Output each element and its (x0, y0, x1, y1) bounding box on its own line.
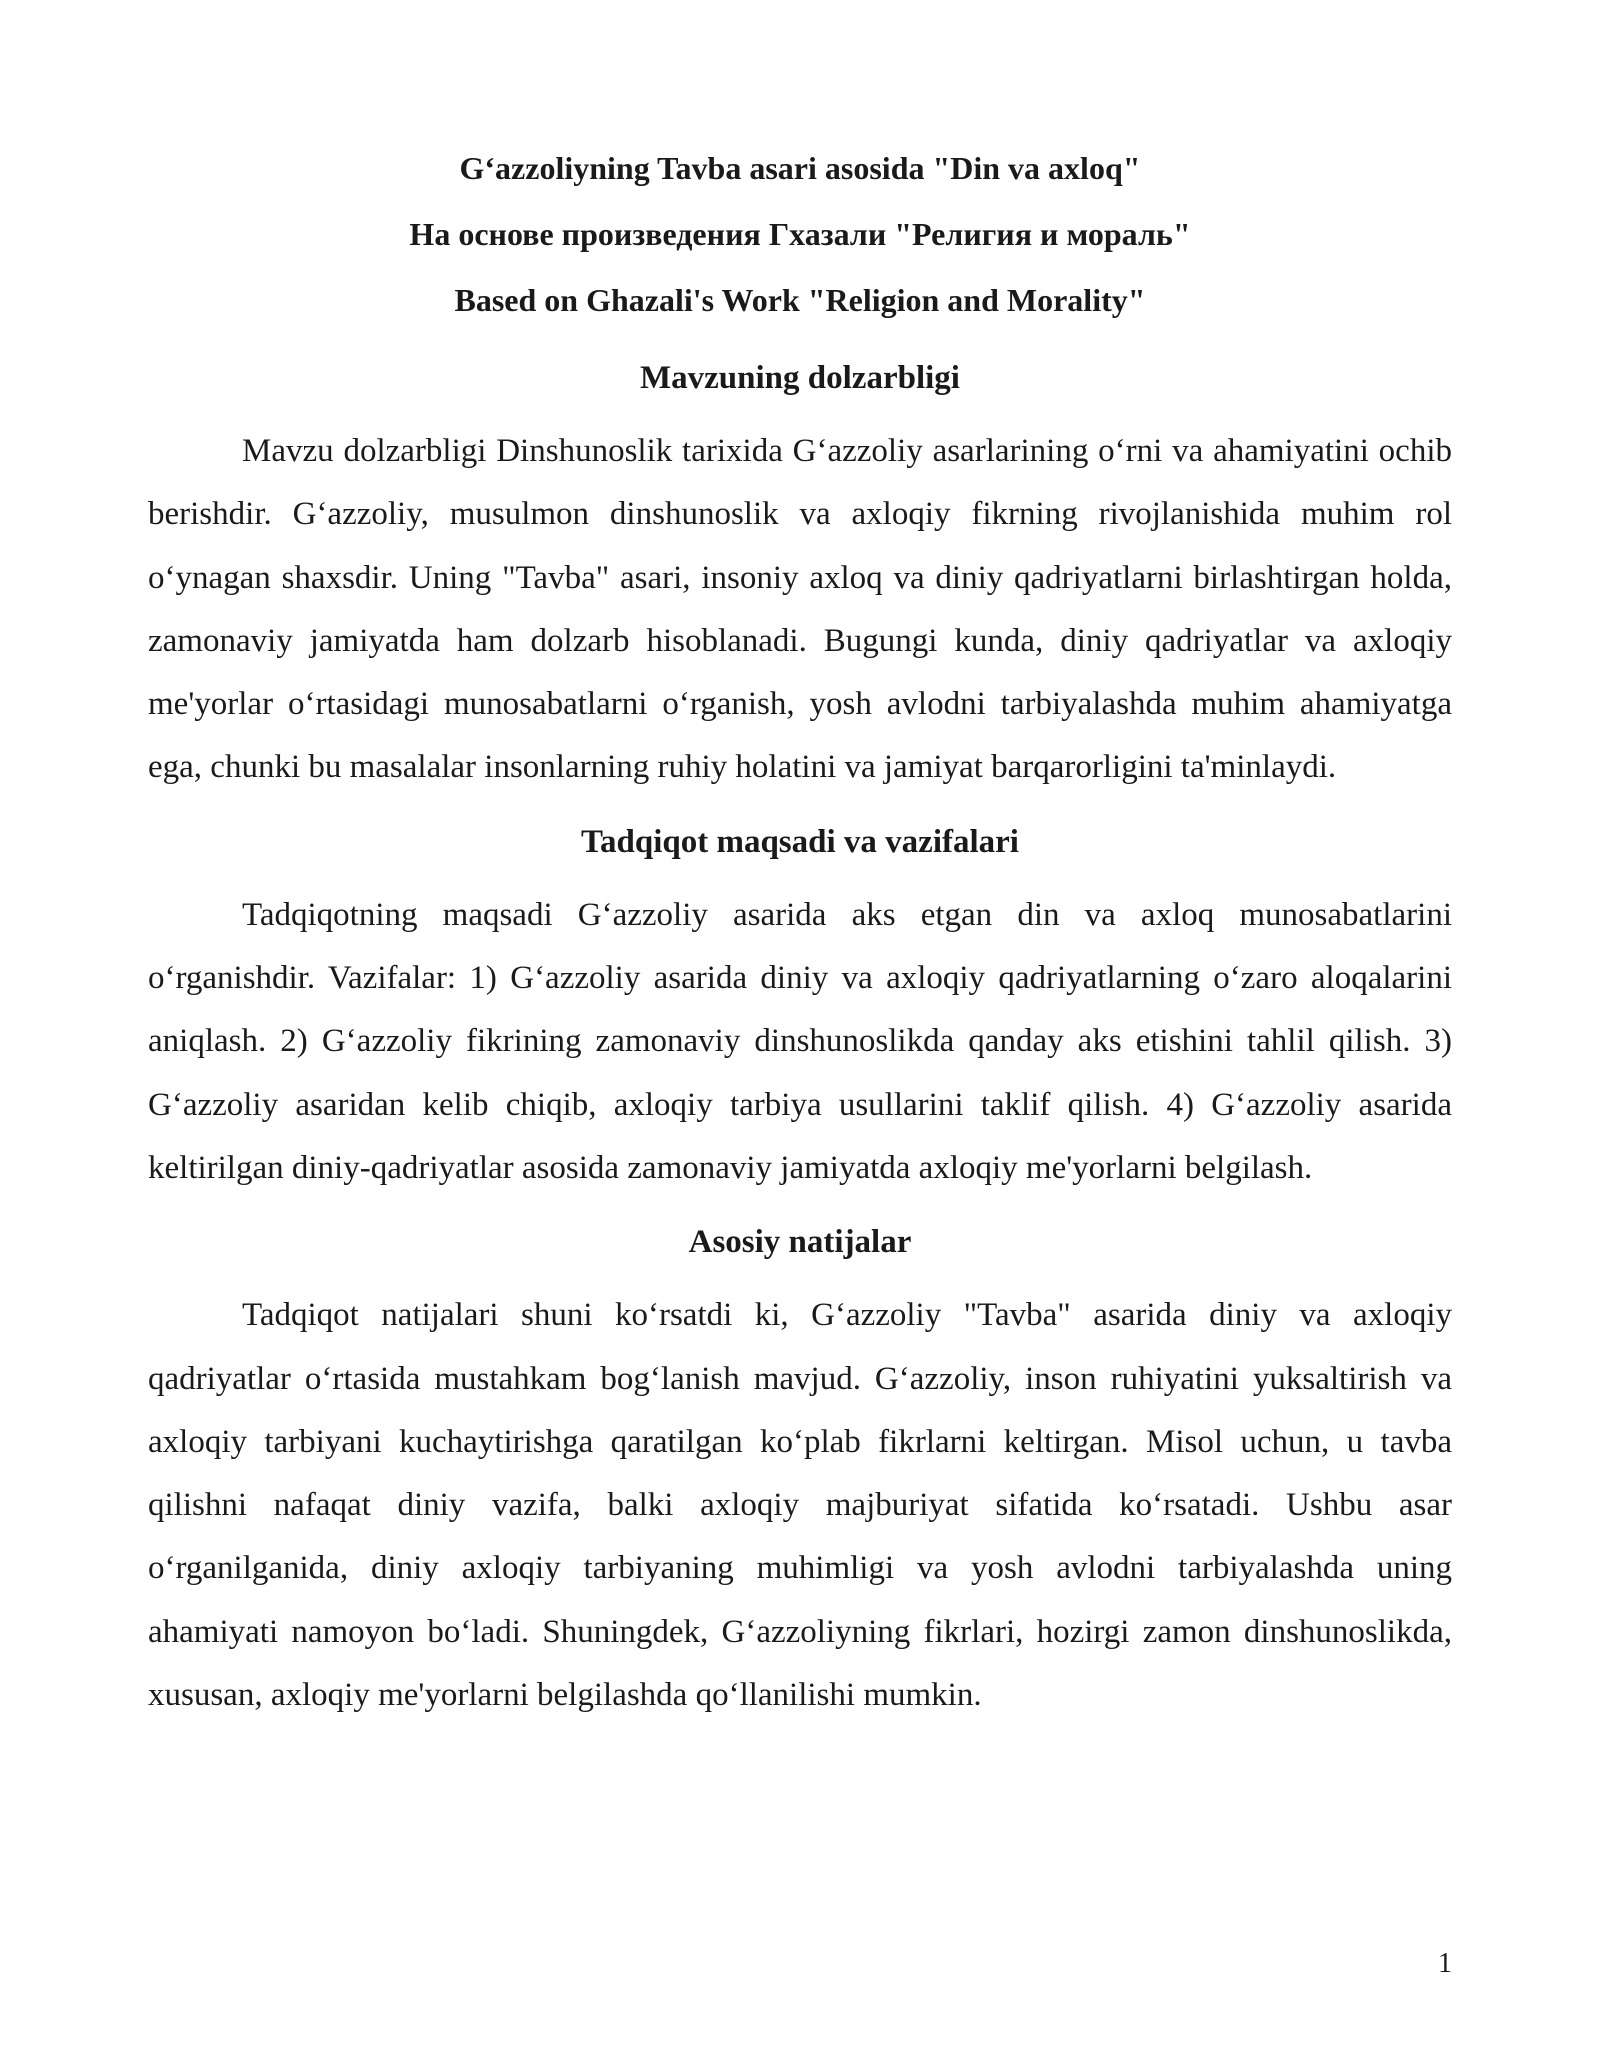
section-paragraph-results: Tadqiqot natijalari shuni ko‘rsatdi ki, G‘azzoliy "Tavba" asarida diniy va axloqiy qadriyatlar o‘rtasida mustahkam bog‘lanish mavjud. G‘azzoliy, inson ruhiyatini yuksaltirish va axloqiy tarbiyani kuchaytirishga qaratilgan ko‘plab fikrlarni keltirgan. Misol uchun, u tavba qilishni nafaqat diniy vazifa, balki axloqiy majburiyat sifatida ko‘rsatadi. Ushbu asar o‘rganilganida, diniy axloqiy tarbiyaning muhimligi va yosh avlodni tarbiyalashda uning ahamiyati namoyon bo‘ladi. Shuningdek, G‘azzoliyning fikrlari, hozirgi zamon dinshunoslikda, xususan, axloqiy me'yorlarni belgilashda qo‘llanilishi mumkin. (148, 1297, 1452, 1714)
section-paragraph-goals: Tadqiqotning maqsadi G‘azzoliy asarida aks etgan din va axloq munosabatlarini o‘rganishdir. Vazifalar: 1) G‘azzoliy asarida diniy va axloqiy qadriyatlarning o‘zaro aloqalarini aniqlash. 2) G‘azzoliy fikrining zamonaviy dinshunoslikda qanday aks etishini tahlil qilish. 3) G‘azzoliy asaridan kelib chiqib, axloqiy tarbiya usullarini taklif qilish. 4) G‘azzoliy asarida keltirilgan diniy-qadriyatlar asosida zamonaviy jamiyatda axloqiy me'yorlarni belgilash. (148, 896, 1452, 1186)
title-english: Based on Ghazali's Work "Religion and Morality" (454, 282, 1146, 318)
section-heading-relevance: Mavzuning dolzarbligi (640, 360, 960, 396)
title-uzbek: G‘azzoliyning Tavba asari asosida "Din va axloq" (459, 150, 1141, 186)
section-heading-results: Asosiy natijalar (688, 1224, 912, 1261)
section-heading-goals: Tadqiqot maqsadi va vazifalari (581, 823, 1019, 860)
title-russian: На основе произведения Гхазали "Религия и мораль" (409, 216, 1191, 252)
page-content (148, 148, 1452, 1749)
page-number: 1 (1438, 1948, 1452, 1979)
section-paragraph-relevance: Mavzu dolzarbligi Dinshunoslik tarixida G‘azzoliy asarlarining o‘rni va ahamiyatini ochib berishdir. G‘azzoliy, musulmon dinshunoslik va axloqiy fikrning rivojlanishida muhim rol o‘ynagan shaxsdir. Uning "Tavba" asari, insoniy axloq va diniy qadriyatlarni birlashtirgan holda, zamonaviy jamiyatda ham dolzarb hisoblanadi. Bugungi kunda, diniy qadriyatlar va axloqiy me'yorlar o‘rtasidagi munosabatlarni o‘rganish, yosh avlodni tarbiyalashda muhim ahamiyatga ega, chunki bu masalalar insonlarning ruhiy holatini va jamiyat barqarorligini ta'minlaydi. (148, 433, 1452, 786)
